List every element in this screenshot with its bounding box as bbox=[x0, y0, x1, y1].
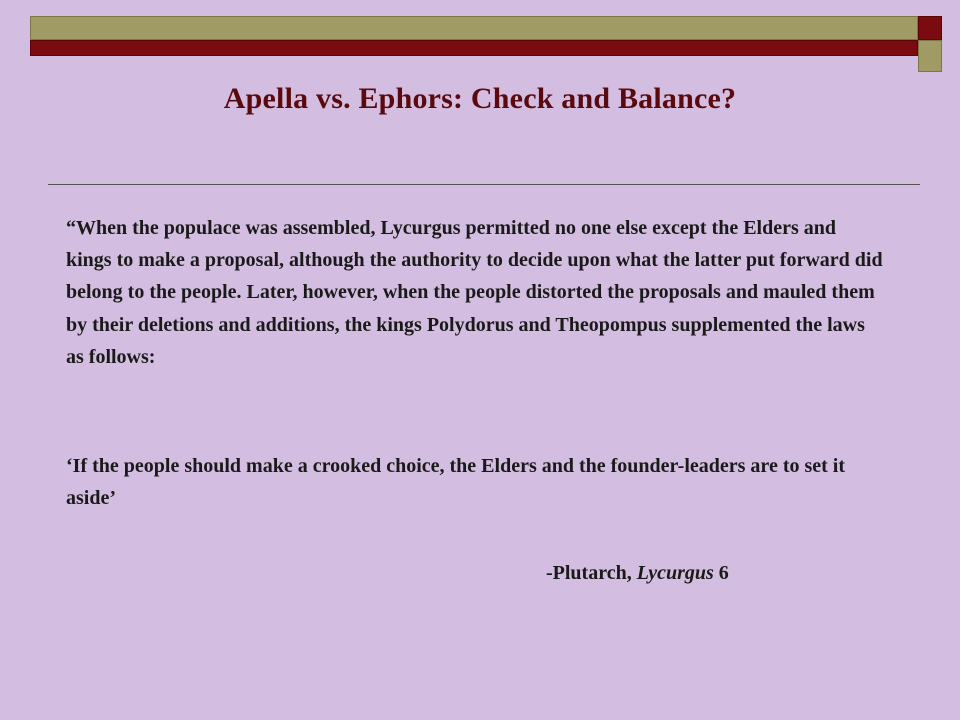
header-square-olive bbox=[918, 40, 942, 72]
header-square-red bbox=[918, 16, 942, 40]
header-band-olive bbox=[30, 16, 918, 40]
citation bbox=[546, 562, 729, 585]
citation-section: 6 bbox=[713, 562, 729, 584]
header-band-red bbox=[30, 40, 918, 56]
quote-main: “When the populace was assembled, Lycurgus permitted no one else except the Elders and kings to make a proposal, although the authority to decide upon what the latter put forward did belong to the people. Later, however, when the people distorted the proposals and mauled them by their deletions and additions, the kings Polydorus and Theopompus supplemented the laws as follows: bbox=[66, 217, 883, 368]
citation-author: -Plutarch, bbox=[546, 562, 637, 584]
quote-law: ‘If the people should make a crooked choice, the Elders and the founder-leaders are to set it aside’ bbox=[66, 455, 846, 510]
citation-work: Lycurgus bbox=[636, 562, 714, 584]
title-divider bbox=[48, 184, 920, 185]
slide-title: Apella vs. Ephors: Check and Balance? bbox=[223, 82, 737, 115]
